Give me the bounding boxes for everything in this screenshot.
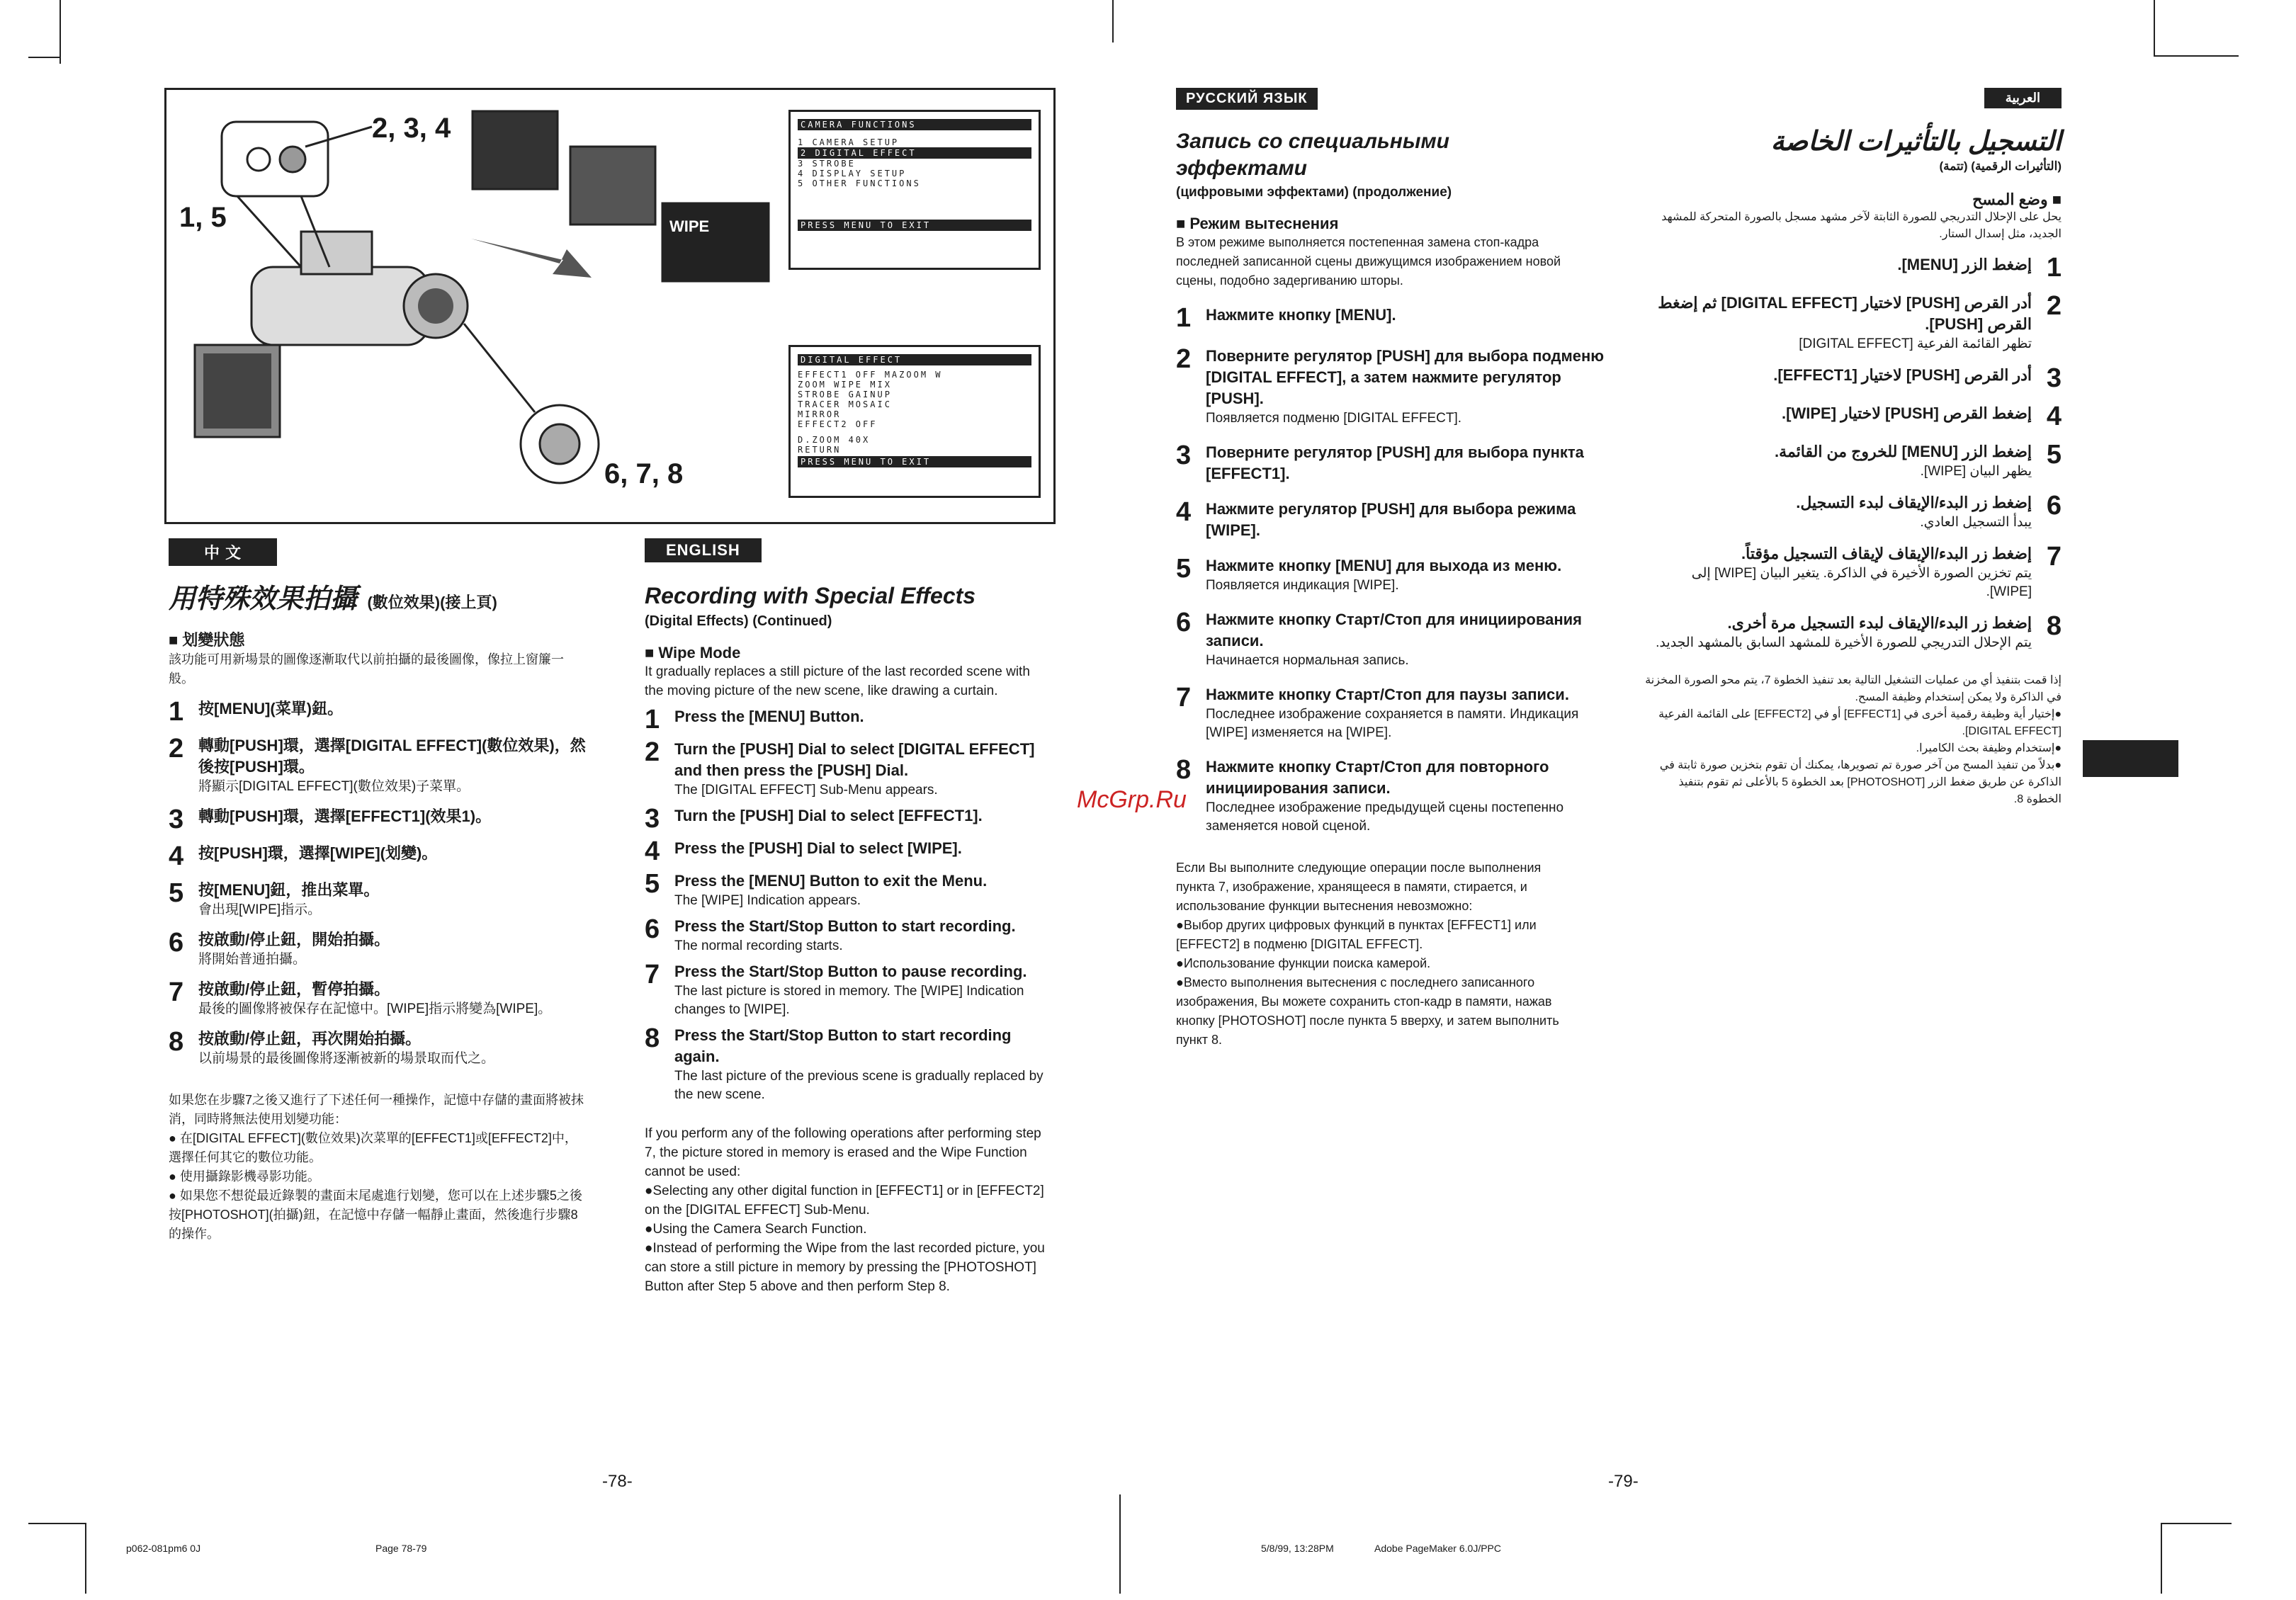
menu-screen-camera-functions xyxy=(788,110,1041,270)
step-number: 3 xyxy=(645,804,660,834)
callout-label: 2, 3, 4 xyxy=(372,113,451,144)
step-item xyxy=(1176,499,1608,541)
notes-intro: Если Вы выполните следующие операции после выполнения пункта 7, изображение, хранящееся в памяти, стирается, и использование функции вытеснения невозможно: xyxy=(1176,861,1542,913)
watermark: McGrp.Ru xyxy=(1077,786,1187,813)
section-subtitle: (Digital Effects) (Continued) xyxy=(645,613,832,629)
step-item xyxy=(645,870,1048,910)
step-number: 3 xyxy=(1176,441,1192,470)
step-text: Press the [MENU] Button to exit the Menu. xyxy=(674,872,988,890)
step-text: Press the [MENU] Button. xyxy=(674,708,864,725)
menu-line: D.ZOOM 40X xyxy=(798,435,871,445)
step-item xyxy=(1644,403,2062,430)
step-number: 7 xyxy=(1176,683,1192,713)
step-item xyxy=(169,806,587,833)
note-item: ●Вместо выполнения вытеснения с последнего записанного изображения, Вы можете сохранить стоп-кадр в памяти, нажав кнопку [PHOTOSHOT] после пункта 5 вверху, и затем выполнить пункт 8. xyxy=(1176,975,1559,1047)
step-list xyxy=(1176,305,1608,836)
menu-line: RETURN xyxy=(798,445,842,455)
menu-item: 2 DIGITAL EFFECT xyxy=(798,147,1031,159)
step-subtext: Появляется подменю [DIGITAL EFFECT]. xyxy=(1206,411,1461,426)
step-text: 按啟動/停止鈕，暫停拍攝。 xyxy=(198,980,390,998)
language-tag: ENGLISH xyxy=(645,538,762,562)
step-text: 按[PUSH]環，選擇[WIPE](划變)。 xyxy=(198,844,438,862)
step-item xyxy=(1644,441,2062,481)
step-text: Нажмите кнопку Старт/Стоп для инициирования записи. xyxy=(1206,611,1582,649)
section-subtitle: (數位效果)(接上頁) xyxy=(367,594,497,611)
step-number: 4 xyxy=(169,841,184,871)
step-text: 按啟動/停止鈕，開始拍攝。 xyxy=(198,931,390,948)
note-item: ●Выбор других цифровых функций в пунктах [EFFECT1] или [EFFECT2] в подменю [DIGITAL EFFECT]. xyxy=(1176,918,1537,951)
section-title: Recording with Special Effects xyxy=(645,583,976,608)
step-text: Press the Start/Stop Button to pause recording. xyxy=(674,963,1027,980)
intro-paragraph: В этом режиме выполняется постепенная замена стоп-кадра последней записанной сцены движущимся изображением новой сцены, подобно задергиванию шторы. xyxy=(1176,235,1561,288)
step-subtext: تظهر القائمة الفرعية [DIGITAL EFFECT] xyxy=(1799,336,2032,351)
step-number: 5 xyxy=(2046,440,2062,470)
step-subtext: 以前場景的最後圖像將逐漸被新的場景取而代之。 xyxy=(198,1051,495,1066)
language-tag: РУССКИЙ ЯЗЫК xyxy=(1176,88,1318,110)
menu-screen-digital-effect xyxy=(788,345,1041,498)
step-item xyxy=(1644,613,2062,652)
note-item: ●إختيار أية وظيفة رقمية أخرى في [EFFECT1] أو في [EFFECT2] على القائمة الفرعية [DIGITAL EFFECT]. xyxy=(1658,708,2062,737)
page-number: -78- xyxy=(602,1472,633,1491)
russian-column xyxy=(1176,88,1608,1050)
step-subtext: The last picture is stored in memory. The [WIPE] Indication changes to [WIPE]. xyxy=(674,984,1024,1017)
step-subtext: Последнее изображение сохраняется в памяти. Индикация [WIPE] изменяется на [WIPE]. xyxy=(1206,707,1579,740)
step-subtext: 最後的圖像將被保存在記憶中。[WIPE]指示將變為[WIPE]。 xyxy=(198,1002,552,1016)
arabic-column xyxy=(1644,88,2062,808)
step-subtext: Начинается нормальная запись. xyxy=(1206,653,1409,668)
menu-item: 1 CAMERA SETUP xyxy=(798,137,900,147)
menu-line: STROBE GAINUP xyxy=(798,390,892,399)
step-list xyxy=(169,698,587,1068)
menu-line: ZOOM WIPE MIX xyxy=(798,380,892,390)
note-item: ● 在[DIGITAL EFFECT](數位效果)次菜單的[EFFECT1]或[EFFECT2]中，選擇任何其它的數位功能。 xyxy=(169,1131,577,1164)
step-item xyxy=(169,979,587,1019)
notes-intro: 如果您在步驟7之後又進行了下述任何一種操作，記憶中存儲的畫面將被抹消，同時將無法使用划變功能： xyxy=(169,1093,584,1126)
step-number: 1 xyxy=(169,697,184,727)
step-item xyxy=(645,706,1048,733)
section-title: Запись со специальными эффектами xyxy=(1176,130,1449,180)
section-heading: ■ Режим вытеснения xyxy=(1176,215,1339,232)
step-number: 4 xyxy=(1176,497,1192,527)
step-text: Поверните регулятор [PUSH] для выбора пункта [EFFECT1]. xyxy=(1206,443,1584,482)
step-number: 1 xyxy=(2046,253,2062,283)
step-number: 2 xyxy=(2046,291,2062,321)
note-item: ●Using the Camera Search Function. xyxy=(645,1222,867,1237)
step-text: Поверните регулятор [PUSH] для выбора подменю [DIGITAL EFFECT], а затем нажмите регулятор [PUSH]. xyxy=(1206,347,1605,407)
step-number: 7 xyxy=(645,960,660,989)
step-text: Press the [PUSH] Dial to select [WIPE]. xyxy=(674,839,962,857)
step-text: إضغط الزر [MENU]. xyxy=(1897,256,2032,273)
menu-footer: PRESS MENU TO EXIT xyxy=(798,456,1031,467)
step-text: 轉動[PUSH]環，選擇[EFFECT1](效果1)。 xyxy=(198,807,492,825)
menu-line: MIRROR xyxy=(798,409,842,419)
step-text: Press the Start/Stop Button to start recording. xyxy=(674,917,1016,935)
footer-application: Adobe PageMaker 6.0J/PPC xyxy=(1374,1543,1501,1554)
step-subtext: 會出現[WIPE]指示。 xyxy=(198,902,322,917)
step-subtext: The last picture of the previous scene is gradually replaced by the new scene. xyxy=(674,1069,1044,1102)
step-item xyxy=(645,916,1048,955)
step-item xyxy=(1644,254,2062,281)
step-text: Нажмите кнопку [MENU] для выхода из меню. xyxy=(1206,557,1562,574)
step-item xyxy=(645,1025,1048,1104)
step-subtext: Появляется индикация [WIPE]. xyxy=(1206,578,1399,593)
step-text: Turn the [PUSH] Dial to select [DIGITAL EFFECT] and then press the [PUSH] Dial. xyxy=(674,740,1035,779)
step-number: 4 xyxy=(645,836,660,866)
step-item xyxy=(645,961,1048,1019)
step-item xyxy=(1644,293,2062,353)
step-subtext: 將顯示[DIGITAL EFFECT](數位效果)子菜單。 xyxy=(198,779,470,794)
step-number: 2 xyxy=(1176,344,1192,374)
menu-footer: PRESS MENU TO EXIT xyxy=(798,220,1031,231)
notes-block xyxy=(1644,672,2062,808)
notes-intro: If you perform any of the following operations after performing step 7, the picture stored in memory is erased and the Wipe Function cannot be used: xyxy=(645,1126,1041,1179)
note-item: ●Instead of performing the Wipe from the last recorded picture, you can store a still picture in memory by pressing the [PHOTOSHOT] Button after Step 5 above and then perform Step 8. xyxy=(645,1241,1045,1294)
step-number: 8 xyxy=(2046,611,2062,641)
step-number: 2 xyxy=(645,737,660,767)
step-item xyxy=(1644,492,2062,532)
illustration-figure xyxy=(164,88,1056,524)
step-item xyxy=(645,838,1048,865)
step-item xyxy=(1176,555,1608,595)
step-text: Press the Start/Stop Button to start recording again. xyxy=(674,1026,1012,1065)
menu-item: 3 STROBE xyxy=(798,159,856,169)
footer-pages: Page 78-79 xyxy=(375,1543,427,1554)
notes-block xyxy=(645,1124,1048,1296)
step-item xyxy=(169,1028,587,1068)
step-text: إضغط زر البدء/الإيقاف لبدء التسجيل. xyxy=(1796,494,2032,511)
step-item xyxy=(169,698,587,725)
step-subtext: يبدأ التسجيل العادي. xyxy=(1920,515,2032,530)
step-number: 8 xyxy=(1176,755,1192,785)
notes-intro: إذا قمت بتنفيذ أي من عمليات التشغيل التالية بعد تنفيذ الخطوة 7، يتم محو الصورة المخزنة في الذاكرة ولا يمكن إستخدام وظيفة المسح. xyxy=(1645,674,2062,703)
step-text: Turn the [PUSH] Dial to select [EFFECT1]. xyxy=(674,807,983,824)
step-item xyxy=(1176,609,1608,670)
step-text: إضغط القرص [PUSH] لاختيار [WIPE]. xyxy=(1782,404,2032,422)
step-number: 5 xyxy=(1176,554,1192,584)
step-subtext: يتم تخزين الصورة الأخيرة في الذاكرة. يتغير البيان [WIPE] إلى [WIPE]. xyxy=(1691,566,2032,599)
step-text: Нажмите кнопку Старт/Стоп для паузы записи. xyxy=(1206,686,1569,703)
notes-block xyxy=(169,1091,587,1244)
callout-label: 6, 7, 8 xyxy=(604,458,684,489)
english-column xyxy=(645,538,1048,1296)
menu-item: 5 OTHER FUNCTIONS xyxy=(798,178,921,188)
menu-header: CAMERA FUNCTIONS xyxy=(798,119,1031,130)
step-number: 8 xyxy=(645,1023,660,1053)
step-text: إضغط زر البدء/الإيقاف لبدء التسجيل مرة أخرى. xyxy=(1727,614,2032,632)
note-item: ●بدلاً من تنفيذ المسح من آخر صورة تم تصويرها، يمكنك أن تقوم بتخزين صورة ثابتة في الذاكرة عن طريق ضغط الزر [PHOTOSHOT] بعد الخطوة 5 بالأعلى ثم تقوم بتنفيذ الخطوة 8. xyxy=(1659,759,2062,805)
step-item xyxy=(169,880,587,919)
step-item xyxy=(645,805,1048,832)
step-number: 8 xyxy=(169,1027,184,1057)
step-item xyxy=(645,739,1048,800)
menu-item: 4 DISPLAY SETUP xyxy=(798,169,907,178)
intro-paragraph: It gradually replaces a still picture of the last recorded scene with the moving picture of the new scene, like drawing a curtain. xyxy=(645,664,1030,698)
menu-line: EFFECT1 OFF MAZOOM W xyxy=(798,370,943,380)
step-list xyxy=(645,706,1048,1104)
step-subtext: Последнее изображение предыдущей сцены постепенно заменяется новой сценой. xyxy=(1206,800,1564,834)
step-subtext: يظهر البيان [WIPE]. xyxy=(1920,464,2032,479)
step-item xyxy=(169,735,587,796)
section-title: التسجيل بالتأثيرات الخاصة xyxy=(1770,127,2062,157)
step-number: 6 xyxy=(169,928,184,958)
step-item xyxy=(1644,365,2062,392)
chinese-column xyxy=(169,538,587,1244)
section-heading: ■ 划變狀態 xyxy=(169,631,245,649)
step-text: إضغط زر البدء/الإيقاف لإيقاف التسجيل مؤقتاً. xyxy=(1741,545,2032,562)
right-page xyxy=(1148,0,2296,1600)
step-number: 3 xyxy=(2046,363,2062,393)
step-subtext: The normal recording starts. xyxy=(674,938,843,953)
menu-line: EFFECT2 OFF xyxy=(798,419,878,429)
step-item xyxy=(1176,684,1608,742)
step-number: 2 xyxy=(169,734,184,764)
step-text: أدر القرص [PUSH] لاختيار [DIGITAL EFFECT] ثم إضغط القرص [PUSH]. xyxy=(1658,294,2032,333)
step-item xyxy=(1176,305,1608,331)
step-subtext: The [WIPE] Indication appears. xyxy=(674,893,861,908)
step-item xyxy=(1176,346,1608,428)
step-number: 6 xyxy=(1176,608,1192,637)
menu-header: DIGITAL EFFECT xyxy=(798,354,1031,365)
step-text: Нажмите кнопку [MENU]. xyxy=(1206,306,1396,324)
step-subtext: The [DIGITAL EFFECT] Sub-Menu appears. xyxy=(674,783,938,798)
step-item xyxy=(169,929,587,969)
section-heading: ■ وضع المسح xyxy=(1972,191,2062,208)
note-item: ●إستخدام وظيفة بحث الكاميرا. xyxy=(1916,742,2062,754)
section-subtitle: (التأثيرات الرقمية) (تتمة) xyxy=(1939,159,2062,173)
step-number: 5 xyxy=(169,878,184,908)
step-number: 7 xyxy=(2046,542,2062,572)
footer-filename: p062-081pm6 0J xyxy=(126,1543,201,1554)
section-heading: ■ Wipe Mode xyxy=(645,644,741,662)
section-title: 用特殊效果拍攝 xyxy=(169,584,358,614)
step-list xyxy=(1644,254,2062,652)
step-number: 1 xyxy=(1176,303,1192,333)
step-text: 按[MENU](菜單)鈕。 xyxy=(198,700,344,717)
language-tag: 中 文 xyxy=(169,538,277,566)
step-text: 轉動[PUSH]環，選擇[DIGITAL EFFECT](數位效果)，然後按[PUSH]環。 xyxy=(198,737,586,776)
step-item xyxy=(1176,756,1608,836)
step-text: أدر القرص [PUSH] لاختيار [EFFECT1]. xyxy=(1773,366,2032,384)
step-text: Нажмите регулятор [PUSH] для выбора режима [WIPE]. xyxy=(1206,500,1576,539)
section-subtitle: (цифровыми эффектами) (продолжение) xyxy=(1176,185,1452,200)
step-item xyxy=(169,843,587,870)
step-number: 6 xyxy=(645,914,660,944)
menu-line: TRACER MOSAIC xyxy=(798,399,892,409)
step-number: 6 xyxy=(2046,491,2062,521)
thumb-label: WIPE xyxy=(669,217,710,235)
step-text: 按[MENU]鈕，推出菜單。 xyxy=(198,881,380,899)
note-item: ●Использование функции поиска камерой. xyxy=(1176,956,1431,970)
step-text: Нажмите кнопку Старт/Стоп для повторного инициирования записи. xyxy=(1206,758,1549,797)
intro-paragraph: يحل على الإحلال التدريجي للصورة الثابتة لآخر مشهد مسجل بالصورة المتحركة للمشهد الجديد، مثل إسدال الستار. xyxy=(1661,211,2062,240)
step-number: 4 xyxy=(2046,402,2062,431)
step-text: 按啟動/停止鈕，再次開始拍攝。 xyxy=(198,1030,422,1048)
notes-block xyxy=(1176,858,1573,1050)
step-text: إضغط الزر [MENU] للخروج من القائمة. xyxy=(1775,443,2032,460)
step-subtext: 將開始普通拍攝。 xyxy=(198,952,307,967)
intro-paragraph: 該功能可用新場景的圖像逐漸取代以前拍攝的最後圖像，像拉上窗簾一般。 xyxy=(169,652,564,686)
step-number: 3 xyxy=(169,805,184,834)
step-number: 1 xyxy=(645,705,660,734)
step-number: 5 xyxy=(645,869,660,899)
step-item xyxy=(1644,543,2062,601)
step-subtext: يتم الإحلال التدريجي للصورة الأخيرة للمشهد السابق بالمشهد الجديد. xyxy=(1656,635,2032,650)
callout-label: 1, 5 xyxy=(179,202,227,233)
note-item: ● 使用攝錄影機尋影功能。 xyxy=(169,1169,320,1184)
language-tag: العربية xyxy=(1984,88,2062,108)
step-item xyxy=(1176,442,1608,484)
page-number: -79- xyxy=(1608,1472,1639,1491)
step-number: 7 xyxy=(169,977,184,1007)
note-item: ● 如果您不想從最近錄製的畫面末尾處進行划變，您可以在上述步驟5之後按[PHOTOSHOT](拍攝)鈕，在記憶中存儲一幅靜止畫面，然後進行步驟8的操作。 xyxy=(169,1188,582,1241)
note-item: ●Selecting any other digital function in [EFFECT1] or in [EFFECT2] on the [DIGITAL EFFECT] Sub-Menu. xyxy=(645,1184,1044,1218)
footer-timestamp: 5/8/99, 13:28PM xyxy=(1261,1543,1334,1554)
